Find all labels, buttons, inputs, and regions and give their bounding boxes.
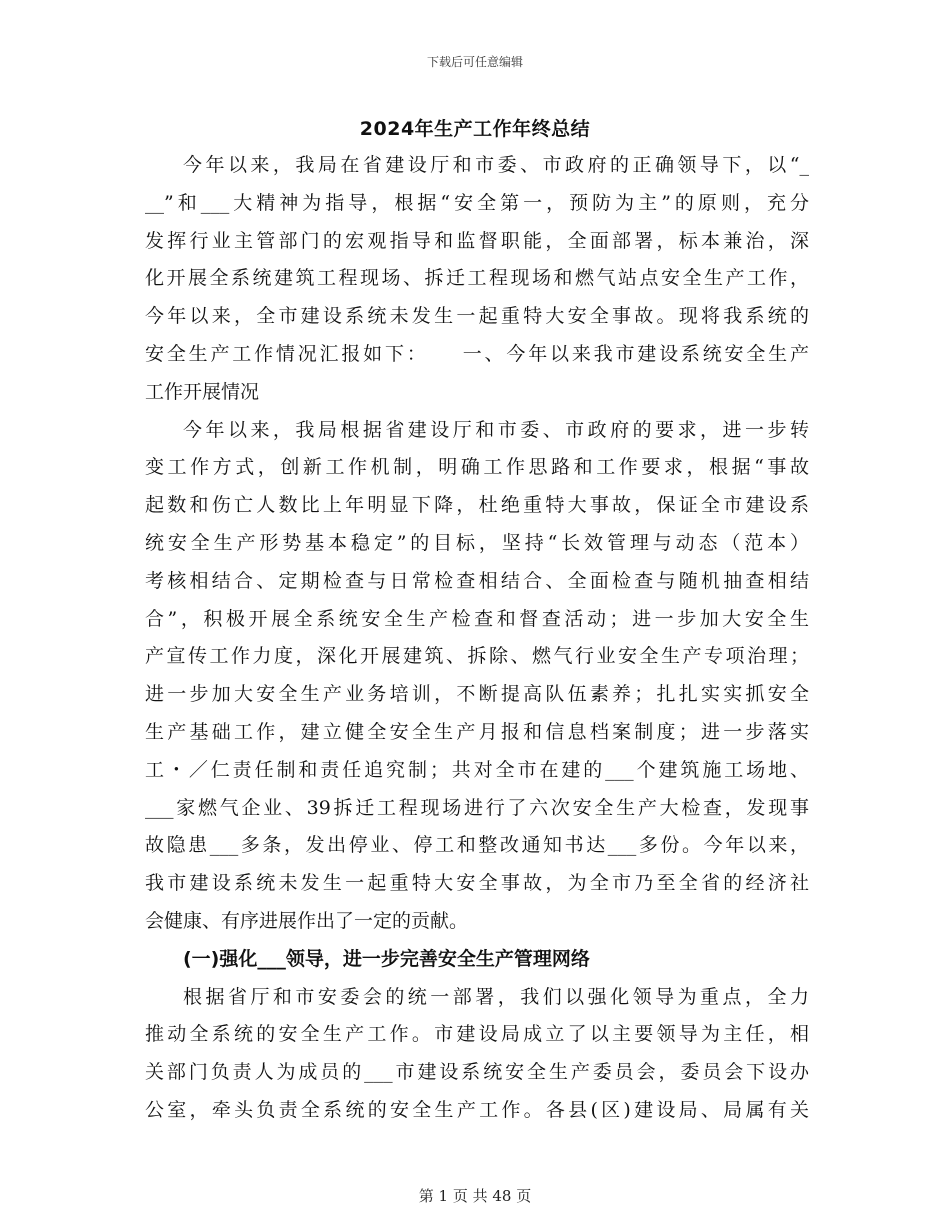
text-line: 统安全生产形势基本稳定”的目标，坚持“长效管理与动态（范本）	[145, 531, 809, 554]
text-line: 我市建设系统未发生一起重特大安全事故，为全市乃至全省的经济社	[145, 872, 809, 895]
text-line: 工・／仁责任制和责任追究制；共对全市在建的___个建筑施工场地、	[145, 758, 809, 781]
text-line: 故隐患___多条，发出停业、停工和整改通知书达___多份。今年以来，	[145, 834, 809, 857]
text-line: 工作开展情况	[145, 380, 260, 403]
text-line: 今年以来，我局根据省建设厅和市委、市政府的要求，进一步转	[183, 418, 809, 441]
text-line: 化开展全系统建筑工程现场、拆迁工程现场和燃气站点安全生产工作，	[145, 267, 809, 290]
text-line: 推动全系统的安全生产工作。市建设局成立了以主要领导为主任，相	[145, 1023, 809, 1046]
text-line: 公室，牵头负责全系统的安全生产工作。各县(区)建设局、局属有关	[145, 1098, 809, 1121]
document-title: 2024年生产工作年终总结	[359, 118, 591, 140]
document-body	[145, 147, 809, 1130]
text-line: __”和___大精神为指导，根据“安全第一，预防为主”的原则，充分	[145, 191, 809, 214]
page-header-note: 下载后可任意编辑	[426, 55, 523, 69]
text-line: 今年以来，全市建设系统未发生一起重特大安全事故。现将我系统的	[145, 305, 809, 328]
text-line: 起数和伤亡人数比上年明显下降，杜绝重特大事故，保证全市建设系	[145, 494, 809, 517]
text-line: 关部门负责人为成员的___市建设系统安全生产委员会，委员会下设办	[145, 1061, 809, 1084]
text-line: ___家燃气企业、39拆迁工程现场进行了六次安全生产大检查，发现事	[145, 796, 809, 819]
text-line: 安全生产工作情况汇报如下： 一、今年以来我市建设系统安全生产	[145, 342, 809, 365]
text-line: 进一步加大安全生产业务培训，不断提高队伍素养；扎扎实实抓安全	[145, 683, 809, 706]
text-line: 今年以来，我局在省建设厅和市委、市政府的正确领导下，以“_	[183, 154, 809, 176]
text-line: 考核相结合、定期检查与日常检查相结合、全面检查与随机抽查相结	[145, 569, 809, 592]
section-heading: (一)强化___领导，进一步完善安全生产管理网络	[183, 947, 590, 970]
text-line: 会健康、有序进展作出了一定的贡献。	[145, 909, 469, 932]
text-line: 发挥行业主管部门的宏观指导和监督职能，全面部署，标本兼治，深	[145, 229, 809, 252]
text-line: 合”，积极开展全系统安全生产检查和督查活动；进一步加大安全生	[145, 607, 809, 630]
text-line: 生产基础工作，建立健全安全生产月报和信息档案制度；进一步落实	[145, 720, 809, 743]
text-line: 根据省厅和市安委会的统一部署，我们以强化领导为重点，全力	[183, 985, 809, 1008]
text-line: 产宣传工作力度，深化开展建筑、拆除、燃气行业安全生产专项治理；	[145, 645, 809, 668]
page-number-footer: 第 1 页 共 48 页	[418, 1187, 532, 1205]
text-line: 变工作方式，创新工作机制，明确工作思路和工作要求，根据“事故	[145, 456, 809, 479]
